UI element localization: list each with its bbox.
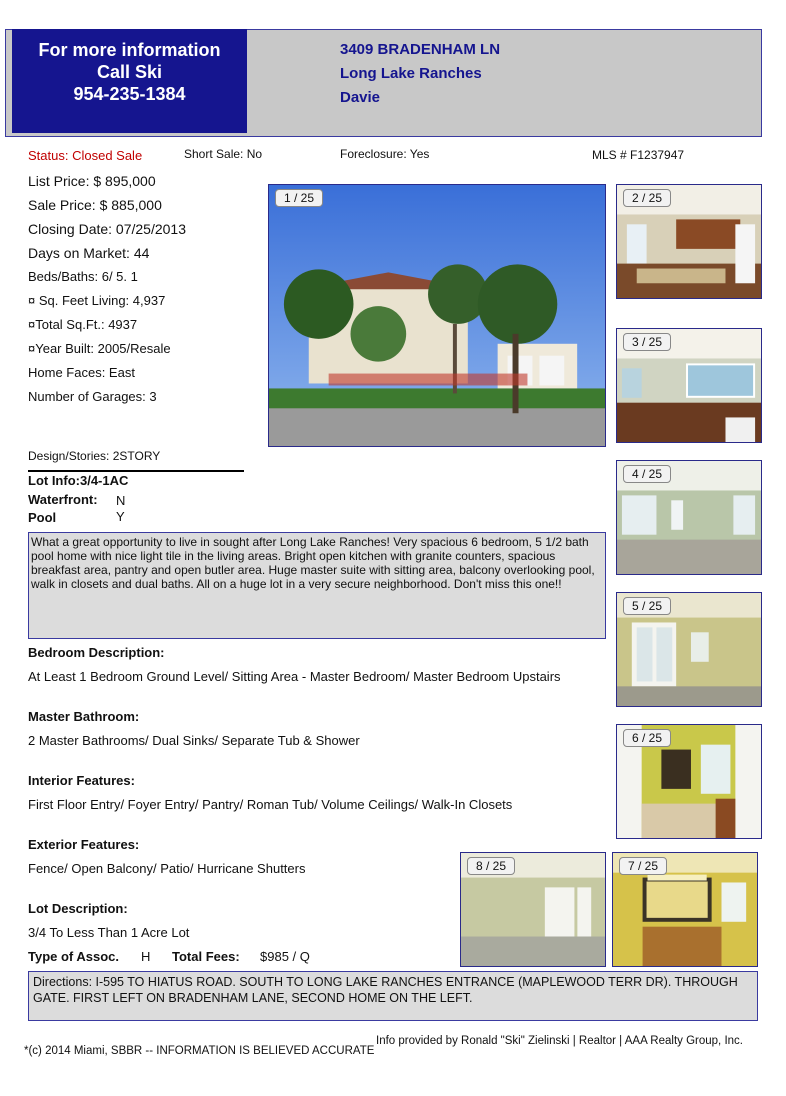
footer-agent-info: Info provided by Ronald "Ski" Zielinski | Realtor | AAA Realty Group, Inc. — [376, 1035, 743, 1047]
photo-8[interactable] — [460, 852, 606, 967]
assoc-value: H — [141, 949, 151, 964]
total-sqft: ¤Total Sq.Ft.: 4937 — [28, 317, 138, 332]
contact-line-2: Call Ski — [96, 62, 163, 82]
pool-label: Pool — [28, 510, 57, 525]
photo-3[interactable] — [616, 328, 762, 443]
exterior-body: Fence/ Open Balcony/ Patio/ Hurricane Shutters — [28, 861, 306, 876]
photo-2[interactable] — [616, 184, 762, 299]
address-subdivision: Long Lake Ranches — [340, 65, 482, 82]
short-sale-text: Short Sale: No — [184, 147, 263, 161]
list-price: List Price: $ 895,000 — [28, 173, 156, 189]
directions-box: Directions: I-595 TO HIATUS ROAD. SOUTH TO LONG LAKE RANCHES ENTRANCE (MAPLEWOOD TERR DR). THROUGH GATE. FIRST LEFT ON BRADENHAM LANE, SECOND HOME ON THE LEFT. — [28, 971, 758, 1021]
photo-4[interactable] — [616, 460, 762, 575]
lot-info: Lot Info:3/4-1AC — [28, 473, 129, 488]
closing-date: Closing Date: 07/25/2013 — [28, 221, 186, 237]
design-stories: Design/Stories: 2STORY — [28, 449, 161, 463]
foreclosure-text: Foreclosure: Yes — [340, 147, 430, 161]
beds-baths: Beds/Baths: 6/ 5. 1 — [28, 269, 138, 284]
photo-3-counter: 3 / 25 — [623, 333, 671, 351]
photo-4-counter: 4 / 25 — [623, 465, 671, 483]
footer-disclaimer: *(c) 2014 Miami, SBBR -- INFORMATION IS BELIEVED ACCURATE — [24, 1045, 375, 1057]
photo-5[interactable] — [616, 592, 762, 707]
contact-phone: 954-235-1384 — [73, 84, 186, 104]
photo-1-image — [269, 185, 605, 446]
photo-5-counter: 5 / 25 — [623, 597, 671, 615]
divider — [28, 470, 244, 472]
fees-value: $985 / Q — [260, 949, 310, 964]
lot-title: Lot Description: — [28, 901, 128, 916]
photo-2-counter: 2 / 25 — [623, 189, 671, 207]
status-text: Status: Closed Sale — [28, 148, 143, 163]
days-on-market: Days on Market: 44 — [28, 245, 150, 261]
photo-7[interactable] — [612, 852, 758, 967]
remarks-box: What a great opportunity to live in sought after Long Lake Ranches! Very spacious 6 bedroom, 5 1/2 bath pool home with nice light tile in the living areas. Bright open kitchen with granite counters, spacious breakfast area, pantry and open butler area. Huge master suite with sitting area, balcony overlooking pool, walk in closets and dual baths. All on a huge lot in a very secure neighborhood. Don't miss this one!! — [28, 532, 606, 639]
photo-1[interactable] — [268, 184, 606, 447]
garages: Number of Garages: 3 — [28, 389, 157, 404]
contact-box — [12, 29, 247, 133]
interior-body: First Floor Entry/ Foyer Entry/ Pantry/ Roman Tub/ Volume Ceilings/ Walk-In Closets — [28, 797, 513, 812]
interior-title: Interior Features: — [28, 773, 135, 788]
photo-1-counter: 1 / 25 — [275, 189, 323, 207]
lot-body: 3/4 To Less Than 1 Acre Lot — [28, 925, 190, 940]
master-bath-title: Master Bathroom: — [28, 709, 140, 724]
photo-8-counter: 8 / 25 — [467, 857, 515, 875]
photo-7-counter: 7 / 25 — [619, 857, 667, 875]
mls-number: MLS # F1237947 — [592, 148, 685, 162]
bedroom-body: At Least 1 Bedroom Ground Level/ Sitting Area - Master Bedroom/ Master Bedroom Upstairs — [28, 669, 561, 684]
contact-line-1: For more information — [38, 40, 221, 60]
waterfront-label: Waterfront: — [28, 492, 98, 507]
waterfront-value: N — [116, 493, 126, 508]
photo-6[interactable] — [616, 724, 762, 839]
address-city: Davie — [340, 89, 381, 106]
master-bath-body: 2 Master Bathrooms/ Dual Sinks/ Separate Tub & Shower — [28, 733, 360, 748]
property-address — [340, 38, 500, 110]
exterior-title: Exterior Features: — [28, 837, 140, 852]
sq-feet-living: ¤ Sq. Feet Living: 4,937 — [28, 293, 166, 308]
sale-price: Sale Price: $ 885,000 — [28, 197, 162, 213]
home-faces: Home Faces: East — [28, 365, 135, 380]
year-built: ¤Year Built: 2005/Resale — [28, 341, 171, 356]
address-street: 3409 BRADENHAM LN — [340, 41, 501, 58]
bedroom-title: Bedroom Description: — [28, 645, 165, 660]
pool-value: Y — [116, 509, 125, 524]
assoc-label: Type of Assoc. — [28, 949, 120, 964]
fees-label: Total Fees: — [172, 949, 240, 964]
photo-6-counter: 6 / 25 — [623, 729, 671, 747]
